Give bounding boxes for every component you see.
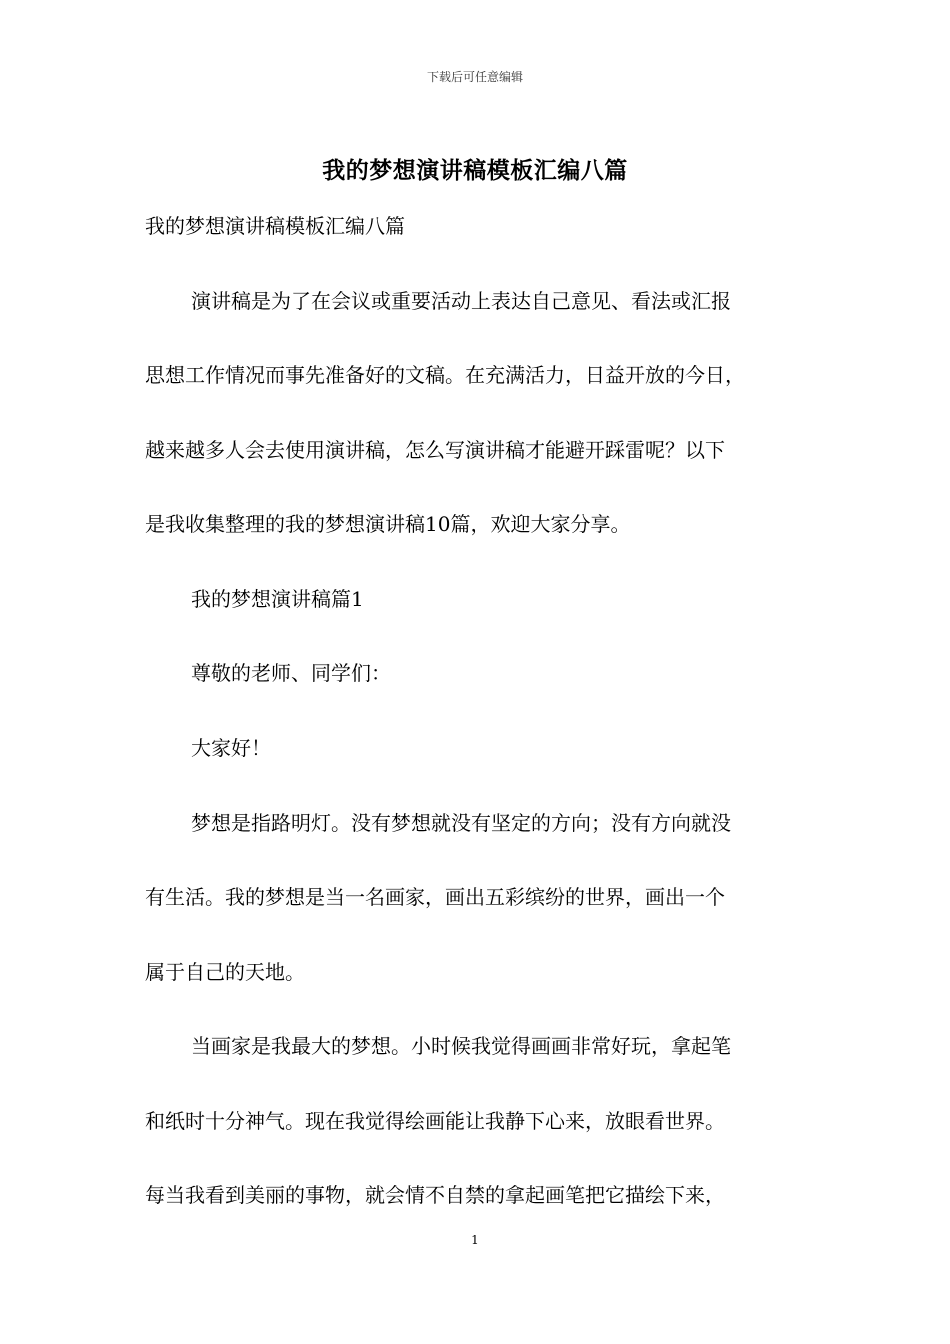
salutation-line: 尊敬的老师、同学们： — [191, 661, 391, 685]
paragraph-line: 有生活。我的梦想是当一名画家，画出五彩缤纷的世界，画出一个 — [145, 885, 725, 909]
paragraph-line: 思想工作情况而事先准备好的文稿。在充满活力，日益开放的今日， — [145, 363, 745, 387]
subtitle-line: 我的梦想演讲稿模板汇编八篇 — [145, 214, 405, 238]
page-number: 1 — [471, 1233, 479, 1247]
paragraph-line: 属于自己的天地。 — [145, 960, 305, 984]
paragraph-line: 越来越多人会去使用演讲稿，怎么写演讲稿才能避开踩雷呢？以下 — [145, 438, 725, 462]
paragraph-line: 和纸时十分神气。现在我觉得绘画能让我静下心来，放眼看世界。 — [145, 1109, 725, 1133]
section-heading: 我的梦想演讲稿篇1 — [191, 587, 364, 611]
paragraph-line: 每当我看到美丽的事物，就会情不自禁的拿起画笔把它描绘下来， — [145, 1183, 725, 1207]
paragraph-line: 是我收集整理的我的梦想演讲稿10篇，欢迎大家分享。 — [145, 512, 631, 536]
document-title: 我的梦想演讲稿模板汇编八篇 — [322, 157, 628, 184]
paragraph-line: 梦想是指路明灯。没有梦想就没有坚定的方向；没有方向就没 — [191, 811, 731, 835]
header-note: 下载后可任意编辑 — [426, 70, 523, 84]
paragraph-line: 当画家是我最大的梦想。小时候我觉得画画非常好玩，拿起笔 — [191, 1034, 731, 1058]
paragraph-line: 演讲稿是为了在会议或重要活动上表达自己意见、看法或汇报 — [191, 289, 731, 313]
greeting-line: 大家好！ — [191, 736, 271, 760]
